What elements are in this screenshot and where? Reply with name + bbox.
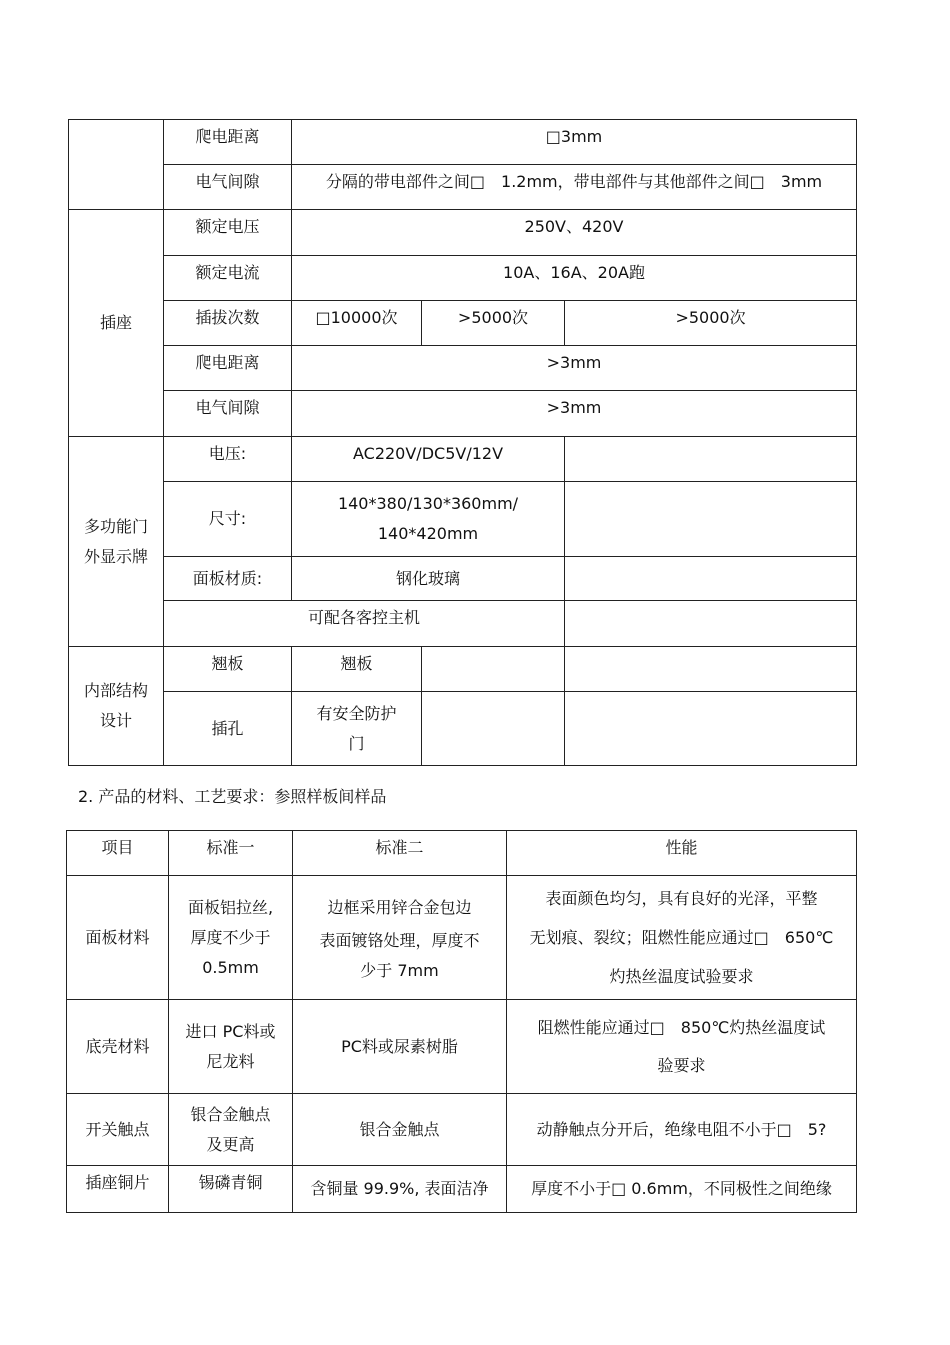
header-cell: 标准二 (293, 831, 507, 876)
group-label-display (69, 437, 164, 647)
row-label: 电压: (164, 437, 292, 482)
table-row (67, 1094, 857, 1166)
cell-line: 银合金触点 (190, 1104, 271, 1124)
perf-cell: 厚度不小于□ 0.6mm，不同极性之间绝缘 (507, 1166, 857, 1213)
row-value: >5000次 (565, 301, 857, 346)
row-value: 10A、16A、20A跑 (292, 256, 857, 301)
std1-cell: 锡磷青铜 (169, 1166, 293, 1213)
section-heading: 2. 产品的材料、工艺要求：参照样板间样品 (78, 787, 387, 806)
table-row (67, 1166, 857, 1213)
cell-line: 阻燃性能应通过□ 850℃灼热丝温度试 (537, 1017, 826, 1037)
cell-line: 验要求 (657, 1055, 706, 1075)
row-value: AC220V/DC5V/12V (292, 437, 565, 482)
cell-line: 及更高 (206, 1134, 255, 1154)
row-label: 翘板 (164, 647, 292, 692)
std1-cell (169, 876, 293, 1000)
group-label-line: 多功能门 (83, 516, 148, 536)
std2-cell: 银合金触点 (293, 1094, 507, 1166)
table-row (67, 1000, 857, 1094)
cell-line: 面板铝拉丝, (187, 897, 274, 917)
spec-table (68, 119, 857, 766)
row-label: 爬电距离 (164, 120, 292, 165)
cell-line: 边框采用锌合金包边 (327, 897, 472, 917)
std2-cell (293, 876, 507, 1000)
cell-line: 表面颜色均匀，具有良好的光泽，平整 (545, 889, 818, 908)
row-label: 插孔 (164, 692, 292, 766)
std1-cell (169, 1094, 293, 1166)
empty-cell (565, 647, 857, 692)
group-cell-empty (69, 120, 164, 210)
cell-line: 表面镀铬处理，厚度不 (319, 930, 480, 950)
std2-cell: 含铜量 99.9%, 表面洁净 (293, 1166, 507, 1213)
row-value (292, 692, 422, 766)
value-line: 140*420mm (377, 524, 479, 543)
row-value: 可配各客控主机 (164, 601, 565, 647)
group-label-socket: 插座 (69, 210, 164, 437)
row-value: >5000次 (422, 301, 565, 346)
header-cell: 性能 (507, 831, 857, 876)
row-value: □3mm (292, 120, 857, 165)
row-label: 电气间隙 (164, 165, 292, 210)
group-label-inner (69, 647, 164, 766)
group-label-line: 内部结构 (83, 681, 148, 700)
perf-cell (507, 1000, 857, 1094)
materials-table (66, 830, 857, 1213)
empty-cell (565, 437, 857, 482)
row-value: 翘板 (292, 647, 422, 692)
std2-cell: PC料或尿素树脂 (293, 1000, 507, 1094)
header-cell: 标准一 (169, 831, 293, 876)
row-label: 面板材质: (164, 557, 292, 601)
row-value: 钢化玻璃 (292, 557, 565, 601)
cell-line: 尼龙料 (206, 1051, 255, 1071)
row-value: 分隔的带电部件之间□ 1.2mm，带电部件与其他部件之间□ 3mm (292, 165, 857, 210)
row-label: 尺寸: (164, 482, 292, 557)
group-label-line: 外显示牌 (83, 546, 148, 566)
row-label: 电气间隙 (164, 391, 292, 437)
cell-line: 0.5mm (202, 957, 259, 977)
cell-line: 厚度不少于 (190, 927, 271, 947)
row-value: >3mm (292, 391, 857, 437)
row-label: 额定电压 (164, 210, 292, 256)
cell-line: 灼热丝温度试验要求 (609, 967, 754, 986)
row-label: 额定电流 (164, 256, 292, 301)
row-value: 250V、420V (292, 210, 857, 256)
item-cell: 插座铜片 (67, 1166, 169, 1213)
value-line: 140*380/130*360mm/ (337, 494, 519, 513)
item-cell: 底壳材料 (67, 1000, 169, 1094)
cell-line: 少于 7mm (360, 960, 439, 980)
row-value (292, 482, 565, 557)
item-cell: 开关触点 (67, 1094, 169, 1166)
empty-cell (422, 692, 565, 766)
group-label-line: 设计 (99, 711, 132, 730)
value-line: 门 (348, 733, 365, 753)
empty-cell (565, 557, 857, 601)
header-cell: 项目 (67, 831, 169, 876)
empty-cell (565, 482, 857, 557)
empty-cell (565, 692, 857, 766)
std1-cell (169, 1000, 293, 1094)
row-label: 插拔次数 (164, 301, 292, 346)
cell-line: 进口 PC料或 (185, 1021, 276, 1041)
empty-cell (422, 647, 565, 692)
perf-cell (507, 876, 857, 1000)
perf-cell: 动静触点分开后，绝缘电阻不小于□ 5? (507, 1094, 857, 1166)
row-label: 爬电距离 (164, 346, 292, 391)
table-row (67, 876, 857, 1000)
value-line: 有安全防护 (316, 703, 397, 723)
cell-line: 无划痕、裂纹；阻燃性能应通过□ 650℃ (529, 928, 834, 947)
item-cell: 面板材料 (67, 876, 169, 1000)
row-value: >3mm (292, 346, 857, 391)
header-row (67, 831, 857, 876)
row-value: □10000次 (292, 301, 422, 346)
empty-cell (565, 601, 857, 647)
